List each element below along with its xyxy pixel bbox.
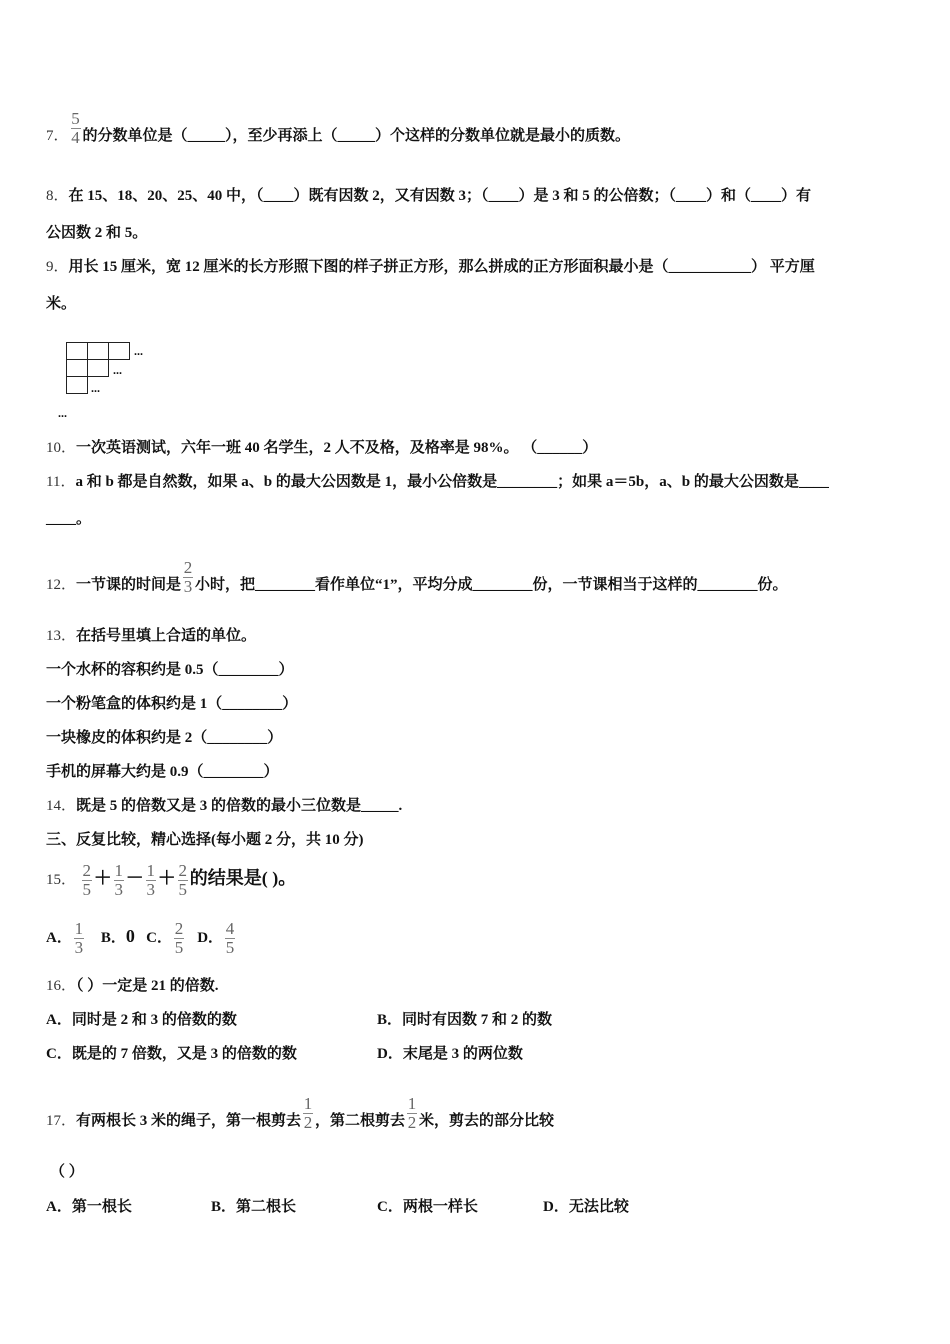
question-12: 12．一节课的时间是 $\frac{2}{3}$ 小时，把________看作单位“1”，平均分成________份，一节课相当于这样的________份。	[46, 558, 788, 596]
answer-paren: （ ）	[50, 1164, 84, 1180]
option-c[interactable]: C．既是的 7 倍数，又是 3 的倍数的数	[46, 1046, 297, 1062]
exam-page: 7． $\frac{5}{4}$ 的分数单位是（_____），至少再添上（_____）个这样的分数单位就是最小的质数。 8．在 15、18、20、25、40 中，（____）既有因数 2，又有因数 3；（____）是 3 和 5 的公倍数；（____）和（____）有 公因数 2 和 5。 9．用长 15 厘米，宽 12 厘米的长方形照下图的样子拼正方形，那么拼成的正方形面积最小是（___________） 平方厘 米。 ... ... ... ... 10．一次英语测试，六年一班 40 名学生，2 人不及格，及格率是 98%。 （______） 11．a 和 b 都是自然数，如果 a、b 的最大公因数是 1，最小公倍数是________；如果 a＝5b，a、b 的最大公因数是____ ____。 12．一节课的时间是 $\frac{2}{3}$ 小时，把________看作单位“1”，平均分成________份，一节课相当于这样的________份。 13．在括号里填上合适的单位。 一个水杯的容积约是 0.5（________） 一个粉笔盒的体积约是 1（________） 一块橡皮的体积约是 2（________） 手机的屏幕大约是 0.9（________） 14．既是 5 的倍数又是 3 的倍数的最小三位数是_____. 三、反复比较，精心选择(每小题 2 分，共 10 分) 15． $\frac{2}{5}$ ＋ $\frac{1}{3}$ － $\frac{1}{3}$ ＋ $\frac{2}{5}$ 的结果是( )。 A． $\frac{1}{3}$ B．0 C． $\frac{2}{5}$ D． $\frac{4}{5}$ 16．（ ）一定是 21 的倍数. A．同时是 2 和 3 的倍数的数 B．同时有因数 7 和 2 的数 C．既是的 7 倍数，又是 3 的倍数的数 D．末尾是 3 的两位数 17．有两根长 3 米的绳子，第一根剪去 $\frac{1}{2}$ ，第二根剪去 $\frac{1}{2}$ 米，剪去的部分比较 （ ） A．第一根长 B．第二根长 C．两根一样长 D．无法比较	[0, 0, 950, 1344]
option-a[interactable]: A．第一根长	[46, 1199, 132, 1215]
question-16: 16．（ ）一定是 21 的倍数.	[46, 978, 219, 994]
question-9: 9．用长 15 厘米，宽 12 厘米的长方形照下图的样子拼正方形，那么拼成的正方形面积最小是（___________） 平方厘	[46, 259, 815, 275]
fraction: $\frac{5}{4}$	[71, 109, 80, 147]
fraction: $\frac{2}{3}$	[183, 558, 193, 596]
option-b[interactable]: B．同时有因数 7 和 2 的数	[377, 1012, 553, 1028]
option-d[interactable]: D．无法比较	[543, 1199, 629, 1215]
question-13-item: 手机的屏幕大约是 0.9（________）	[46, 764, 279, 780]
question-17: 17．有两根长 3 米的绳子，第一根剪去 $\frac{1}{2}$ ，第二根剪去 $\frac{1}{2}$ 米，剪去的部分比较	[46, 1094, 555, 1132]
question-15: 15． $\frac{2}{5}$ ＋ $\frac{1}{3}$ － $\frac{1}{3}$ ＋ $\frac{2}{5}$ 的结果是( )。	[46, 861, 297, 899]
option-d[interactable]: D． $\frac{4}{5}$	[197, 919, 235, 957]
option-d[interactable]: D．末尾是 3 的两位数	[377, 1046, 523, 1062]
option-b[interactable]: B．第二根长	[211, 1199, 297, 1215]
question-13: 13．在括号里填上合适的单位。	[46, 628, 257, 644]
question-15-options	[46, 920, 237, 957]
option-a[interactable]: A． $\frac{1}{3}$	[46, 919, 84, 957]
option-b[interactable]: B．0	[100, 925, 135, 946]
option-c[interactable]: C． $\frac{2}{5}$	[146, 919, 184, 957]
option-a[interactable]: A．同时是 2 和 3 的倍数的数	[46, 1012, 237, 1028]
question-14: 14．既是 5 的倍数又是 3 的倍数的最小三位数是_____.	[46, 798, 403, 814]
question-9-cont: 米。	[46, 296, 77, 312]
question-13-item: 一个水杯的容积约是 0.5（________）	[46, 662, 294, 678]
question-7: 7． $\frac{5}{4}$ 的分数单位是（_____），至少再添上（_____）个这样的分数单位就是最小的质数。	[46, 109, 631, 147]
question-13-item: 一个粉笔盒的体积约是 1（________）	[46, 696, 298, 712]
section-heading: 三、反复比较，精心选择(每小题 2 分，共 10 分)	[46, 832, 364, 848]
question-8: 8．在 15、18、20、25、40 中，（____）既有因数 2，又有因数 3；（____）是 3 和 5 的公倍数；（____）和（____）有	[46, 188, 812, 204]
question-11: 11．a 和 b 都是自然数，如果 a、b 的最大公因数是 1，最小公倍数是________；如果 a＝5b，a、b 的最大公因数是____	[46, 474, 829, 490]
question-11-cont: ____。	[46, 511, 92, 527]
option-c[interactable]: C．两根一样长	[377, 1199, 478, 1215]
question-8-cont: 公因数 2 和 5。	[46, 225, 148, 241]
question-13-item: 一块橡皮的体积约是 2（________）	[46, 730, 283, 746]
question-10: 10．一次英语测试，六年一班 40 名学生，2 人不及格，及格率是 98%。 （______）	[46, 440, 598, 456]
